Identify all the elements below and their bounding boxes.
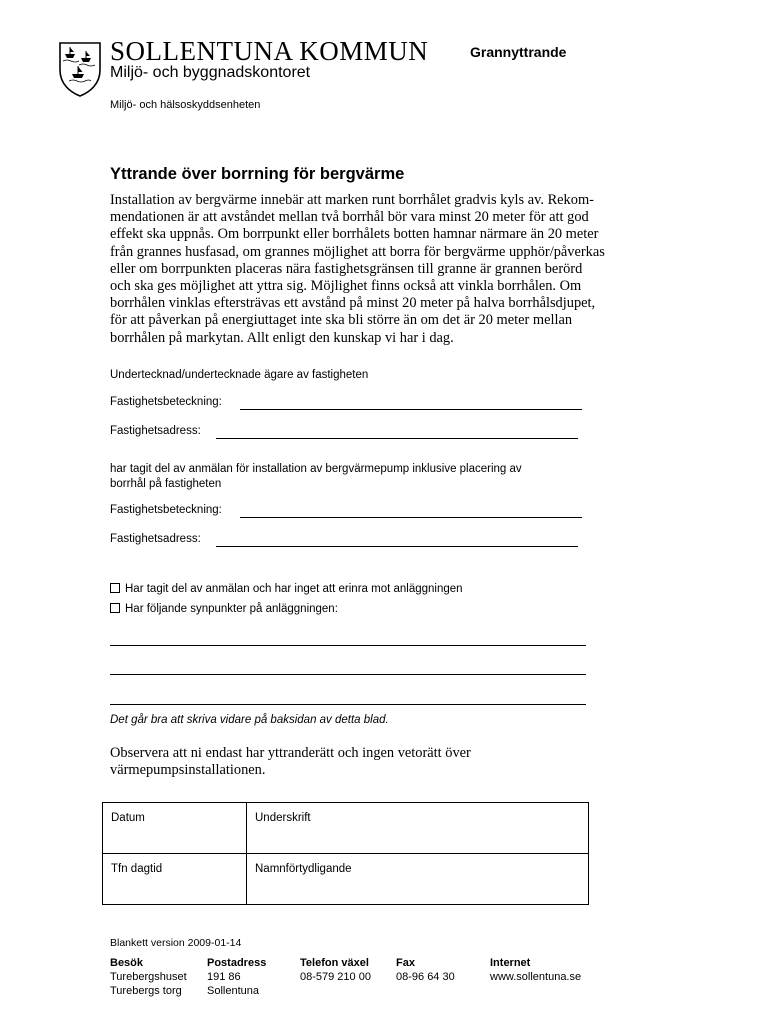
fax-heading: Fax <box>396 957 415 969</box>
comments-label: Har följande synpunkter på anläggningen: <box>125 603 338 615</box>
phone-value: 08-579 210 00 <box>300 971 371 983</box>
department-name: Miljö- och byggnadskontoret <box>110 64 311 81</box>
name-clarification-label: Namnförtydligande <box>255 863 352 875</box>
visit-line: Turebergs torg <box>110 985 182 997</box>
postal-line: Sollentuna <box>207 985 259 997</box>
applicant-text <box>110 462 522 492</box>
footer-visit <box>110 956 187 998</box>
visit-heading: Besök <box>110 957 144 969</box>
internet-heading: Internet <box>490 957 531 969</box>
visit-line: Turebergshuset <box>110 971 187 983</box>
coat-of-arms-icon <box>57 40 103 98</box>
document-title: Yttrande över borrning för bergvärme <box>110 165 405 183</box>
applicant-property-label: Fastighetsbeteckning: <box>110 504 222 516</box>
footer-phone <box>300 956 371 984</box>
comments-checkbox[interactable] <box>110 603 120 613</box>
footer-internet <box>490 956 581 984</box>
applicant-property-line[interactable] <box>240 517 582 518</box>
applicant-address-line[interactable] <box>216 546 578 547</box>
phone-label: Tfn dagtid <box>111 863 163 875</box>
footer-fax <box>396 956 455 984</box>
phone-cell[interactable] <box>103 854 247 905</box>
notice-line: Observera att ni endast har yttranderätt och ingen vetorätt över <box>110 745 471 761</box>
owner-property-line[interactable] <box>240 409 582 410</box>
intro-line: effekt ska uppnås. Om borrpunkt eller borrhålets botten hamnar närmare än 20 meter <box>110 226 599 243</box>
organization-name: SOLLENTUNA KOMMUN <box>110 36 429 66</box>
applicant-property-field[interactable] <box>110 504 582 520</box>
postal-heading: Postadress <box>207 957 267 969</box>
intro-line: för att påverkan på energiuttaget inte ska bli större än om det är 20 meter mellan <box>110 312 573 329</box>
applicant-address-field[interactable] <box>110 533 578 549</box>
form-version: Blankett version 2009-01-14 <box>110 937 242 949</box>
owner-address-field[interactable] <box>110 425 578 441</box>
comment-line-3[interactable] <box>110 704 586 705</box>
intro-line: borrhålen på markytan. Allt enligt den kunskap vi har i dag. <box>110 329 454 346</box>
applicant-text-line: borrhål på fastigheten <box>110 478 222 490</box>
date-cell[interactable] <box>103 803 247 854</box>
applicant-address-label: Fastighetsadress: <box>110 533 201 545</box>
owner-address-line[interactable] <box>216 438 578 439</box>
signature-table <box>102 802 589 905</box>
postal-line: 191 86 <box>207 971 241 983</box>
name-clarification-cell[interactable] <box>247 854 589 905</box>
fax-value: 08-96 64 30 <box>396 971 455 983</box>
phone-heading: Telefon växel <box>300 957 369 969</box>
unit-name: Miljö- och hälsoskyddsenheten <box>110 99 261 111</box>
intro-line: från grannes husfasad, om grannes möjlighet att borra för bergvärme upphör/påverkas <box>110 243 605 260</box>
intro-line: eller om borrpunkten placeras nära fastighetsgränsen till granne är grannen berörd <box>110 260 583 277</box>
option-comments[interactable] <box>110 603 338 615</box>
intro-paragraph <box>110 192 640 347</box>
intro-line: mendationen är att avståndet mellan två borrhål bör vara minst 20 meter för att god <box>110 209 589 226</box>
signature-label: Underskrift <box>255 812 311 824</box>
intro-line: borrhålen vinklas eftersträvas ett avstånd på minst 20 meter på halva borrhålsdjupet, <box>110 295 596 312</box>
footer-postal <box>207 956 266 998</box>
intro-line: och ska ges möjlighet att yttra sig. Möjlighet finns också att vinkla borrhålen. Om <box>110 278 582 295</box>
date-label: Datum <box>111 812 145 824</box>
intro-line: Installation av bergvärme innebär att marken runt borrhålet gradvis kyls av. Rekom- <box>110 192 594 208</box>
owner-property-label: Fastighetsbeteckning: <box>110 396 222 408</box>
owner-property-field[interactable] <box>110 396 582 412</box>
comment-line-1[interactable] <box>110 645 586 646</box>
option-no-objection[interactable] <box>110 583 463 595</box>
owner-address-label: Fastighetsadress: <box>110 425 201 437</box>
form-type-label: Grannyttrande <box>470 44 567 60</box>
notice-line: värmepumpsinstallationen. <box>110 762 266 779</box>
no-objection-label: Har tagit del av anmälan och har inget att erinra mot anläggningen <box>125 583 463 595</box>
applicant-text-line: har tagit del av anmälan för installation av bergvärmepump inklusive placering av <box>110 463 522 475</box>
notice-paragraph <box>110 745 550 779</box>
signature-cell[interactable] <box>247 803 589 854</box>
no-objection-checkbox[interactable] <box>110 583 120 593</box>
owner-heading: Undertecknad/undertecknade ägare av fastigheten <box>110 369 369 381</box>
internet-link[interactable]: www.sollentuna.se <box>490 971 582 983</box>
comment-line-2[interactable] <box>110 674 586 675</box>
backside-hint: Det går bra att skriva vidare på baksidan av detta blad. <box>110 714 389 726</box>
